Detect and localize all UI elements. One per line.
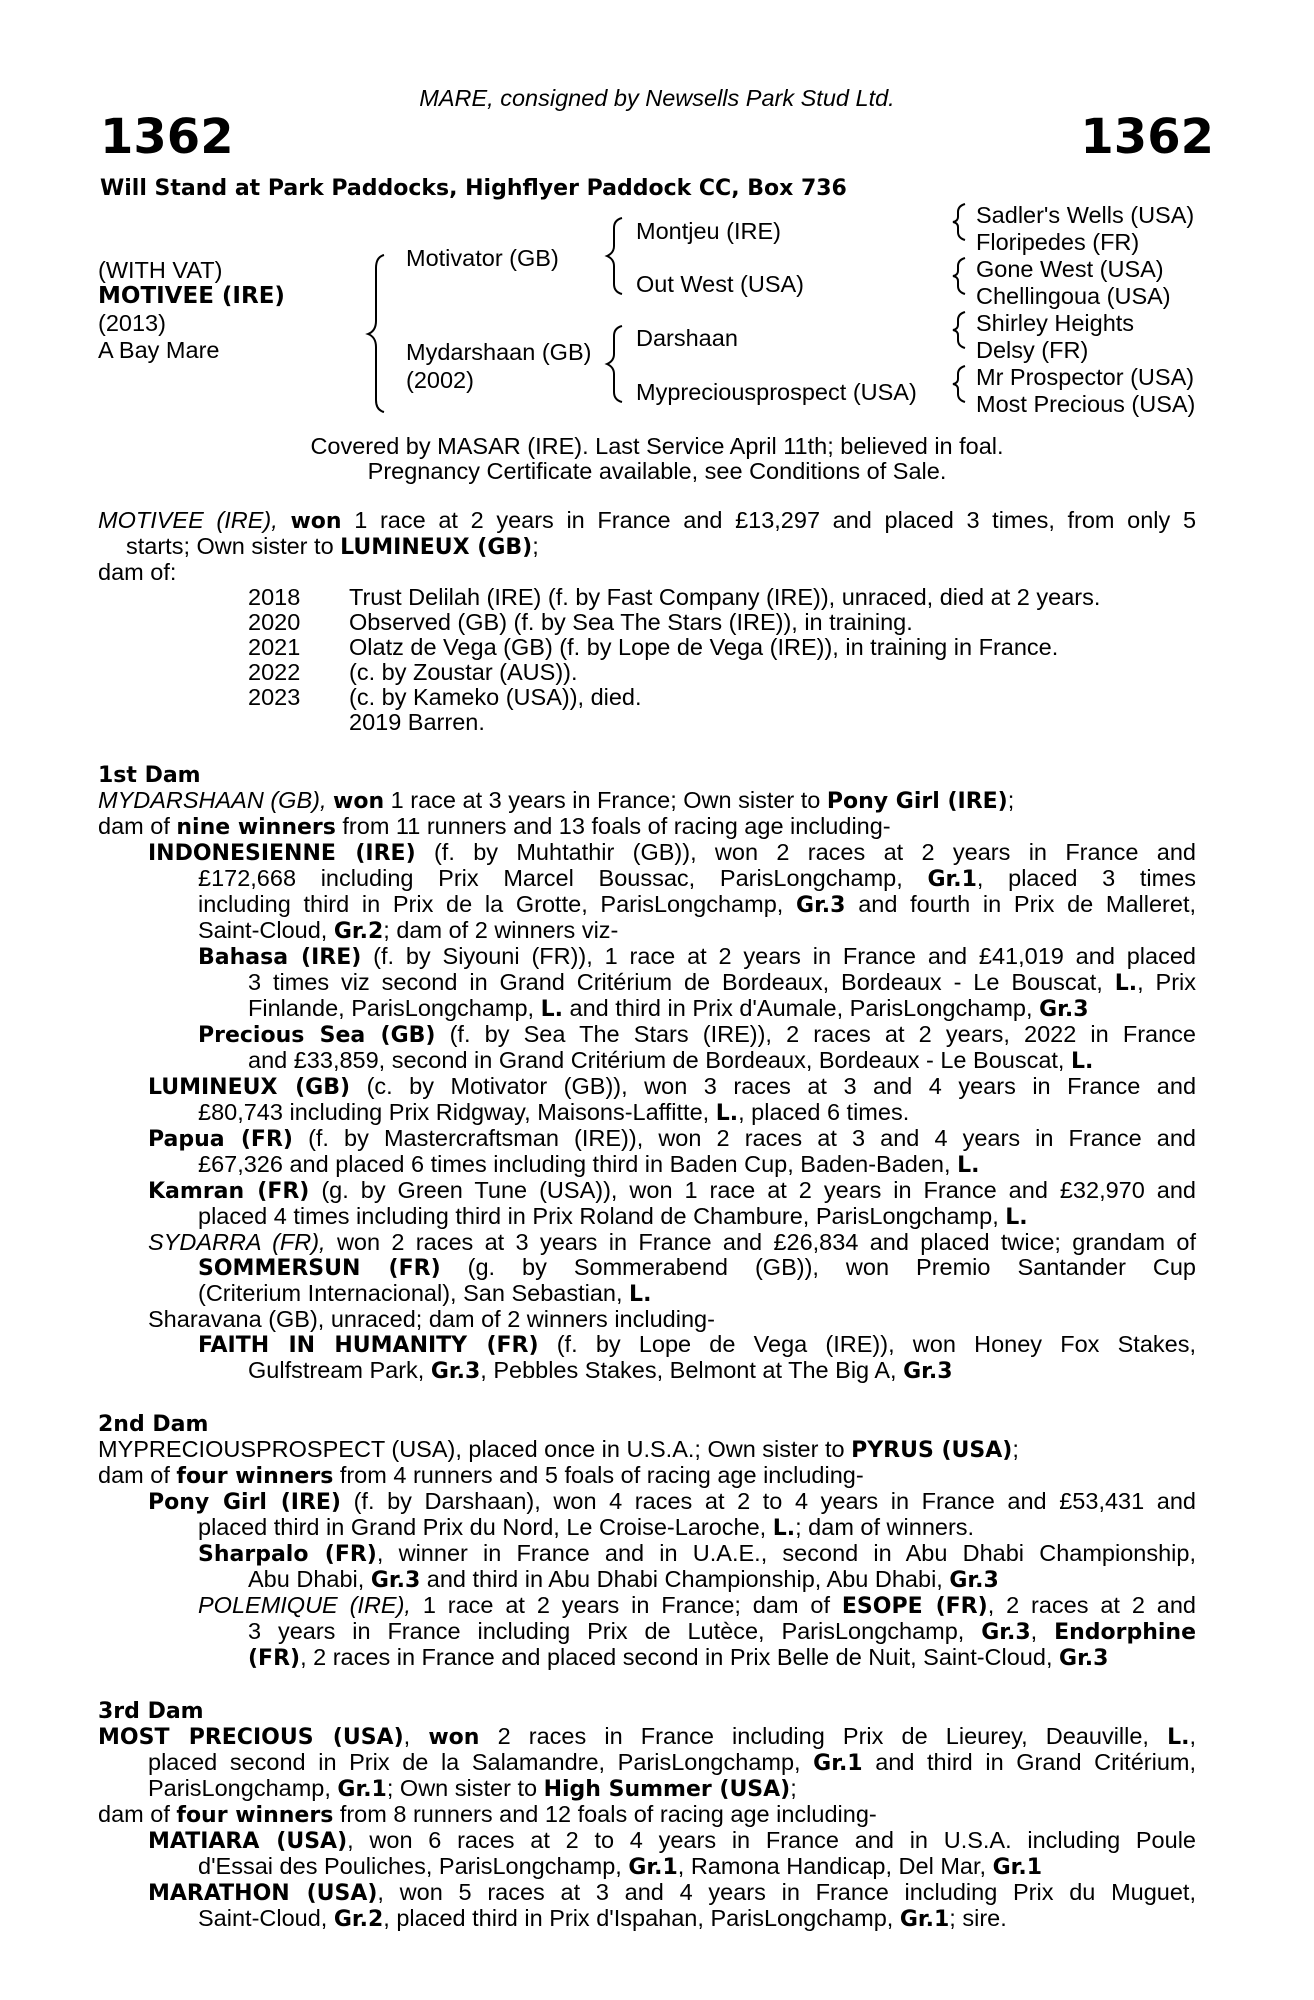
covering-line-1: Covered by MASAR (IRE). Last Service April 11th; believed in foal. (310, 433, 1004, 459)
sharpalo-entry: Sharpalo (FR), winner in France and in U.A.E., second in Abu Dhabi Championship, Abu Dhabi, Gr.3 and third in Abu Dhabi Championship, Abu Dhabi, Gr.3 (198, 1540, 1196, 1593)
most-precious-entry: MOST PRECIOUS (USA), won 2 races in France including Prix de Lieurey, Deauville, L., placed second in Prix de la Salamandre, ParisLongchamp, Gr.1 and third in Grand Critérium, ParisLongchamp, Gr.1; Own sister to High Summer (USA); (98, 1723, 1197, 1802)
mare-record-line-1: MOTIVEE (IRE), won 1 race at 2 years in France and £13,297 and placed 3 times, from only 5 (98, 507, 1197, 534)
bahasa-entry: Bahasa (IRE) (f. by Siyouni (FR)), 1 race at 2 years in France and £41,019 and placed 3 times viz second in Grand Critérium de Bordeaux, Bordeaux - Le Bouscat, L., Prix Finlande, ParisLongchamp, L. and third in Prix d'Aumale, ParisLongchamp, Gr.3 (198, 943, 1197, 1022)
faith-in-humanity-entry: FAITH IN HUMANITY (FR) (f. by Lope de Vega (IRE)), won Honey Fox Stakes, Gulfstream Park, Gr.3, Pebbles Stakes, Belmont at The Big A, Gr.3 (198, 1331, 1196, 1384)
mare-record-line-2: starts; Own sister to LUMINEUX (GB); (126, 533, 539, 560)
ancestor-7: Mr Prospector (USA) (976, 364, 1195, 390)
section-heading-1st-dam: 1st Dam (98, 763, 201, 788)
dam-of-label: dam of: (98, 559, 177, 585)
stand-location: Will Stand at Park Paddocks, Highflyer Paddock CC, Box 736 (100, 176, 847, 201)
papua-entry: Papua (FR) (f. by Mastercraftsman (IRE)), won 2 races at 3 and 4 years in France and £67,326 and placed 6 times including third in Baden Cup, Baden-Baden, L. (148, 1125, 1197, 1178)
precious-sea-entry: Precious Sea (GB) (f. by Sea The Stars (IRE)), 2 races at 2 years, 2022 in France and £33,859, second in Grand Critérium de Bordeaux, Bordeaux - Le Bouscat, L. (198, 1021, 1197, 1074)
ancestor-4: Chellingoua (USA) (976, 283, 1171, 309)
indonesienne-entry: INDONESIENNE (IRE) (f. by Muhtathir (GB)), won 2 races at 2 years in France and £172,668 including Prix Marcel Boussac, ParisLongchamp, Gr.1, placed 3 times including third in Prix de la Grotte, ParisLongchamp, Gr.3 and fourth in Prix de Malleret, Saint-Cloud, Gr.2; dam of 2 winners viz- (148, 839, 1197, 944)
first-dam-summary: dam of nine winners from 11 runners and 13 foals of racing age including- (98, 813, 891, 840)
sharavana-entry: Sharavana (GB), unraced; dam of 2 winners including- (148, 1306, 715, 1332)
lot-number-left: 1362 (100, 109, 234, 165)
produce-list: 2018 Trust Delilah (IRE) (f. by Fast Company (IRE)), unraced, died at 2 years. 2020 Observed (GB) (f. by Sea The Stars (IRE)), in training. 2021 Olatz de Vega (GB) (f. by Lope de Vega (IRE)), in training in France. 2022 (c. by Zoustar (AUS)). 2023 (c. by Kameko (USA)), died. 2019 Barren. (248, 584, 1101, 735)
ancestor-5: Shirley Heights (976, 310, 1135, 336)
first-dam-line: MYDARSHAAN (GB), won 1 race at 3 years in France; Own sister to Pony Girl (IRE); (98, 787, 1015, 814)
matiara-entry: MATIARA (USA), won 6 races at 2 to 4 years in France and in U.S.A. including Poule d'Essai des Pouliches, ParisLongchamp, Gr.1, Ramona Handicap, Del Mar, Gr.1 (148, 1827, 1196, 1880)
marathon-entry: MARATHON (USA), won 5 races at 3 and 4 years in France including Prix du Muguet, Saint-Cloud, Gr.2, placed third in Prix d'Ispahan, ParisLongchamp, Gr.1; sire. (148, 1879, 1196, 1932)
horse-year: (2013) (98, 310, 166, 336)
dam-year: (2002) (406, 367, 474, 393)
covering-line-2: Pregnancy Certificate available, see Conditions of Sale. (367, 458, 947, 484)
third-dam-summary: dam of four winners from 8 runners and 12 foals of racing age including- (98, 1801, 877, 1828)
vat-label: (WITH VAT) (98, 257, 223, 283)
ancestor-1: Sadler's Wells (USA) (976, 202, 1195, 228)
ancestor-3: Gone West (USA) (976, 256, 1164, 282)
section-heading-3rd-dam: 3rd Dam (98, 1699, 204, 1724)
dam-sire: Darshaan (636, 325, 738, 351)
section-heading-2nd-dam: 2nd Dam (98, 1412, 209, 1437)
ancestor-8: Most Precious (USA) (976, 391, 1196, 417)
dam-dam: Mypreciousprospect (USA) (636, 379, 917, 405)
dam: Mydarshaan (GB) (406, 339, 592, 365)
horse-description: A Bay Mare (98, 337, 220, 363)
sire-sire: Montjeu (IRE) (636, 218, 781, 244)
consignment-line: MARE, consigned by Newsells Park Stud Ltd. (419, 85, 895, 111)
horse-name: MOTIVEE (IRE) (98, 283, 285, 309)
polemique-entry: POLEMIQUE (IRE), 1 race at 2 years in France; dam of ESOPE (FR), 2 races at 2 and 3 years in France including Prix de Lutèce, ParisLongchamp, Gr.3, Endorphine (FR), 2 races in France and placed second in Prix Belle de Nuit, Saint-Cloud, Gr.3 (198, 1592, 1197, 1671)
pony-girl-entry: Pony Girl (IRE) (f. by Darshaan), won 4 races at 2 to 4 years in France and £53,431 and placed third in Grand Prix du Nord, Le Croise-Laroche, L.; dam of winners. (148, 1488, 1197, 1541)
lot-number-right: 1362 (1080, 109, 1214, 165)
ancestor-6: Delsy (FR) (976, 337, 1089, 363)
sydarra-entry: SYDARRA (FR), won 2 races at 3 years in France and £26,834 and placed twice; grandam of SOMMERSUN (FR) (g. by Sommerabend (GB)), won Premio Santander Cup (Criterium Internacional), San Sebastian, L. (148, 1229, 1196, 1307)
kamran-entry: Kamran (FR) (g. by Green Tune (USA)), won 1 race at 2 years in France and £32,970 and placed 4 times including third in Prix Roland de Chambure, ParisLongchamp, L. (148, 1177, 1196, 1230)
second-dam-line: MYPRECIOUSPROSPECT (USA), placed once in U.S.A.; Own sister to PYRUS (USA); (98, 1436, 1019, 1463)
lumineux-entry: LUMINEUX (GB) (c. by Motivator (GB)), won 3 races at 3 and 4 years in France and £80,743 including Prix Ridgway, Maisons-Laffitte, L., placed 6 times. (148, 1073, 1197, 1126)
sire-dam: Out West (USA) (636, 271, 805, 297)
sire: Motivator (GB) (406, 245, 559, 271)
ancestor-2: Floripedes (FR) (976, 229, 1140, 255)
second-dam-summary: dam of four winners from 4 runners and 5 foals of racing age including- (98, 1462, 864, 1489)
catalogue-body (98, 508, 1196, 1932)
